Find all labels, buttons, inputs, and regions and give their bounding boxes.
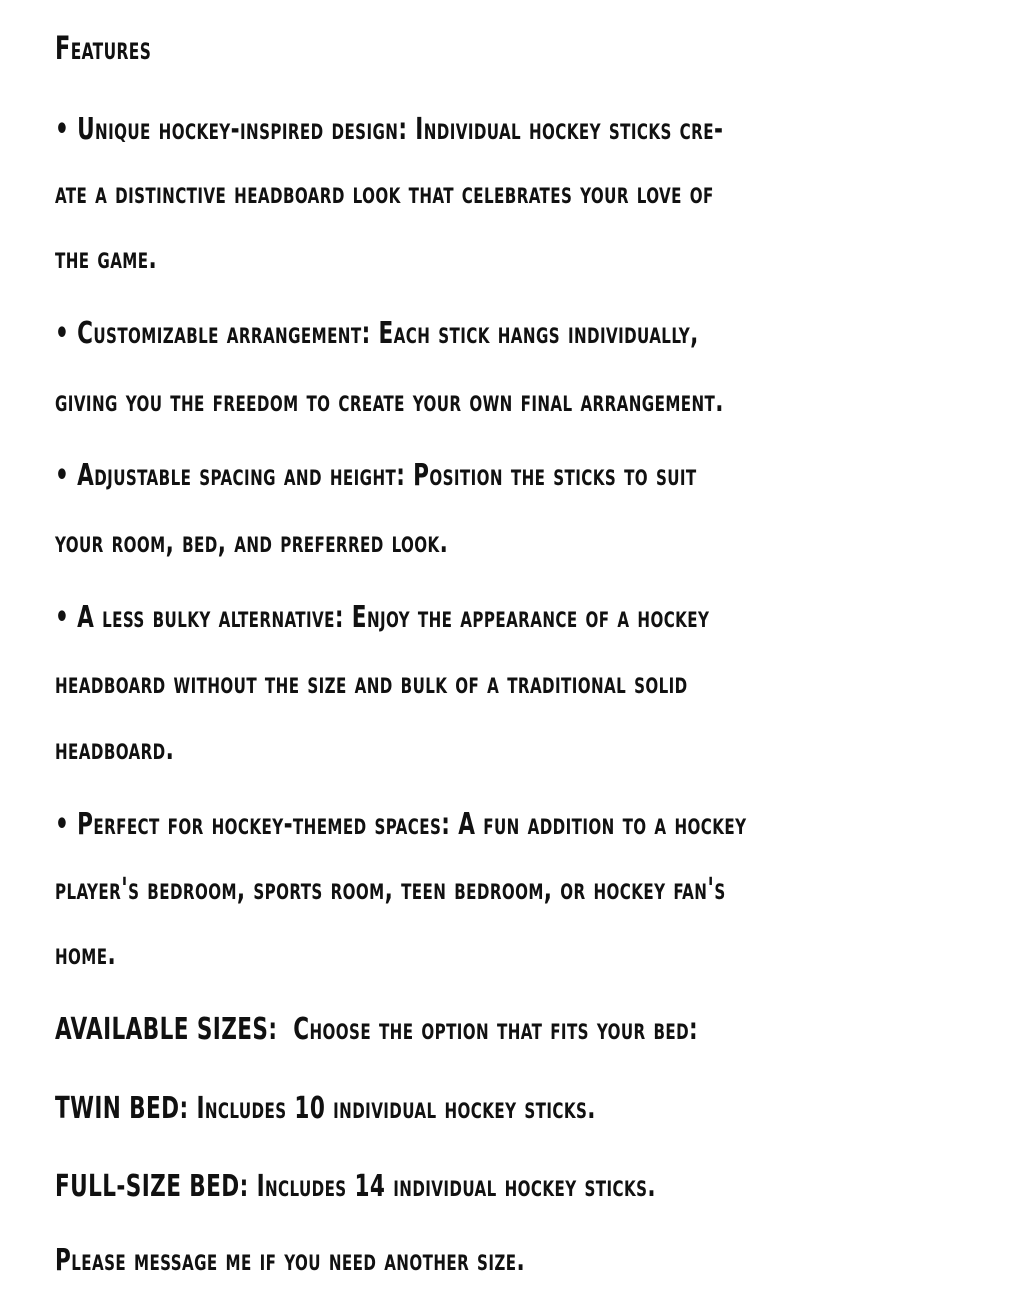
feature-line: • Perfect for hockey-themed spaces: A fun addition to a hockey: [55, 807, 747, 842]
product-description: [55, 0, 995, 1307]
sizes-heading-line: [55, 1013, 698, 1047]
sizes-intro: Choose the option that fits your bed:: [293, 1012, 699, 1047]
size-request-note: Please message me if you need another size.: [55, 1243, 526, 1278]
feature-line: giving you the freedom to create your own final arrangement.: [55, 384, 724, 419]
feature-line: player's bedroom, sports room, teen bedroom, or hockey fan's: [55, 872, 726, 907]
twin-label: TWIN BED:: [55, 1091, 189, 1126]
full-size-line: [55, 1170, 656, 1204]
features-heading: Features: [55, 29, 152, 67]
twin-text: Includes 10 individual hockey sticks.: [196, 1091, 596, 1126]
feature-line: your room, bed, and preferred look.: [55, 525, 449, 560]
feature-line: • Unique hockey-inspired design: Individual hockey sticks cre-: [55, 112, 724, 147]
full-label: FULL-SIZE BED:: [55, 1169, 249, 1204]
sizes-label: AVAILABLE SIZES:: [55, 1012, 278, 1047]
feature-line: the game.: [55, 241, 158, 276]
feature-line: headboard.: [55, 732, 175, 767]
feature-line: ate a distinctive headboard look that celebrates your love of: [55, 176, 714, 211]
feature-line: home.: [55, 937, 117, 972]
feature-line: • Customizable arrangement: Each stick hangs individually,: [55, 316, 699, 351]
feature-line: • A less bulky alternative: Enjoy the appearance of a hockey: [55, 600, 710, 635]
feature-line: • Adjustable spacing and height: Position the sticks to suit: [55, 458, 697, 493]
full-text: Includes 14 individual hockey sticks.: [256, 1169, 656, 1204]
feature-line: headboard without the size and bulk of a traditional solid: [55, 666, 688, 701]
twin-size-line: [55, 1092, 596, 1126]
